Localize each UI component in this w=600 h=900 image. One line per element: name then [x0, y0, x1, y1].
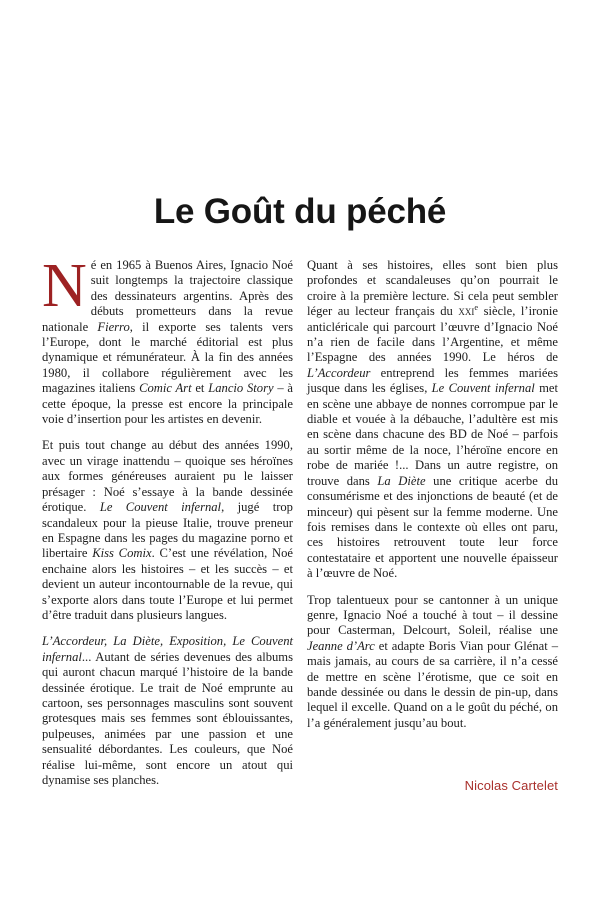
page-title: Le Goût du péché — [153, 192, 447, 232]
work-title: Comic Art — [139, 381, 192, 396]
work-title: L’Accordeur, La Diète, Exposition, Le Couvent infernal — [42, 634, 293, 664]
century-numeral: xxi — [458, 304, 475, 319]
paragraph-2: Et puis tout change au début des années 1990, avec un virage inattendu – quoique ses héroïnes aux formes généreuses auraient pu le laisser présager : Noé s’essaye à la bande dessinée érotique. Le Couvent infernal, jugé trop scandaleux pour la pieuse Italie, trouve preneur en Espagne dans les pages du magazine porno et libertaire Kiss Comix. C’est une révélation, Noé enchaine alors les histoires – et les succès – et devient un auteur incontournable de la revue, qui s’exporte alors dans toute l’Europe et lui permet d’être traduit dans plusieurs langues. — [42, 438, 293, 622]
work-title: La Diète — [377, 473, 426, 488]
paragraph-3: L’Accordeur, La Diète, Exposition, Le Couvent infernal... Autant de séries devenues des albums qui auront chacun marqué l’histoire de la bande dessinée érotique. Le trait de Noé emprunte au cartoon, ses personnages masculins sont souvent grotesques mais ses femmes sont éblouissantes, pulpeuses, animées par une passion et une sensualité débordantes. Les couleurs, que Noé réalise lui-même, sont encore un atout qui dynamise ses planches. — [42, 634, 293, 787]
article-body — [42, 252, 558, 788]
work-title: L’Accordeur — [307, 365, 371, 380]
work-title: Jeanne d’Arc — [307, 638, 375, 653]
work-title: Lancio Story — [208, 381, 274, 396]
column-left — [42, 252, 293, 788]
paragraph-1: Né en 1965 à Buenos Aires, Ignacio Noé suit longtemps la trajectoire classique des dessinateurs argentins. Après des débuts prometteurs dans la revue nationale Fierro, il exporte ses talents vers l’Europe, dont le marché éditorial est plus dynamique et rémunérateur. À la fin des années 1980, il collabore régulièrement avec les magazines italiens Comic Art et Lancio Story – à cette époque, la presse est encore la principale voie d’insertion pour les artistes en devenir. — [42, 252, 293, 427]
paragraph-5: Trop talentueux pour se cantonner à un unique genre, Ignacio Noé a touché à tout – il dessine pour Casterman, Delcourt, Soleil, réalise une Jeanne d’Arc et adapte Boris Vian pour Glénat – mais jamais, au cours de sa carrière, il n’a cessé de mettre en scène l’érotisme, que ce soit en bande dessinée ou dans le dessin de pin-up, dans lequel il excelle. Quand on a le goût du péché, on l’a généralement jusqu’au bout. — [307, 592, 558, 730]
column-right — [307, 258, 558, 788]
work-title: Le Couvent infernal — [99, 500, 222, 515]
work-title: Fierro — [97, 319, 130, 334]
paragraph-4: Quant à ses histoires, elles sont bien plus profondes et scandaleuses qu’on pourrait le croire à la première lecture. Si cela peut sembler léger au lecteur français du xxi$^e$ siècle, l’ironie anticléricale qui parcourt l’œuvre d’Ignacio Noé n’a rien de facile dans l’Argentine, et même l’Espagne des années 1990. Le héros de L’Accordeur entreprend les femmes mariées jusque dans les églises, Le Couvent infernal met en scène une abbaye de nonnes corrompue par le diable et vouée à la débauche, l’adultère est mis en scène dans chacune des BD de Noé – parfois au sortir même de la noce, l’héroïne encore en robe de mariée !... Dans un autre registre, on trouve dans La Diète une critique acerbe du consumérisme et des injonctions de beauté (et de minceur) qui pèsent sur la femme moderne. Une fois remises dans le contexte où elles ont paru, ces histoires retrouvent toute leur force contestataire et apportent une nouvelle épaisseur à l’œuvre de Noé. — [307, 258, 558, 581]
ordinal-suffix: e — [474, 303, 479, 313]
work-title: Kiss Comix — [92, 546, 152, 561]
drop-cap: N — [42, 252, 87, 320]
work-title: Le Couvent infernal — [431, 381, 535, 396]
author-byline: Nicolas Cartelet — [464, 778, 558, 793]
